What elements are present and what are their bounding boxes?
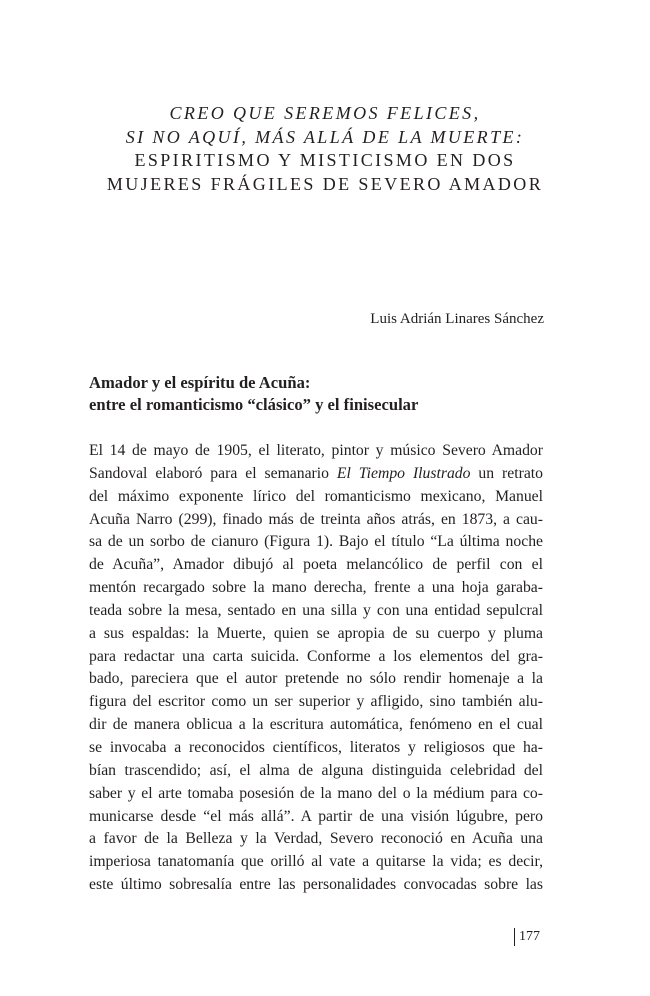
section-heading-line-1: Amador y el espíritu de Acuña: bbox=[89, 373, 311, 392]
body-line: saber y el arte tomaba posesión de la mano del o la médium para co- bbox=[89, 784, 543, 802]
body-line: del máximo exponente lírico del romanticismo mexicano, Manuel bbox=[89, 487, 543, 505]
chapter-title bbox=[0, 102, 650, 196]
body-line: bado, pareciera que el autor pretende no sólo rendir homenaje a la bbox=[89, 670, 543, 688]
page-number: 177 bbox=[514, 928, 540, 946]
title-line-3: ESPIRITISMO Y MISTICISMO EN DOS bbox=[134, 150, 516, 170]
body-line: El 14 de mayo de 1905, el literato, pintor y músico Severo Amador bbox=[89, 442, 543, 459]
section-heading-line-2: entre el romanticismo “clásico” y el finisecular bbox=[89, 395, 419, 414]
body-paragraph bbox=[89, 440, 543, 897]
body-line: de Acuña”, Amador dibujó al poeta melancólico de perfil con el bbox=[89, 556, 543, 574]
body-line: Acuña Narro (299), finado más de treinta años atrás, en 1873, a cau- bbox=[89, 510, 543, 528]
body-line: Sandoval elaboró para el semanario El Tiempo Ilustrado un retrato bbox=[89, 464, 543, 482]
body-line: bían trascendido; así, el alma de alguna distinguida celebridad del bbox=[89, 761, 543, 779]
title-line-1: CREO QUE SEREMOS FELICES, bbox=[169, 103, 481, 123]
body-line: mentón recargado sobre la mano derecha, frente a una hoja garaba- bbox=[89, 579, 543, 597]
body-line: este último sobresalía entre las personalidades convocadas sobre las bbox=[89, 876, 543, 894]
body-line: figura del escritor como un ser superior y afligido, sino también alu- bbox=[89, 693, 543, 711]
body-line: se invocaba a reconocidos científicos, literatos y religiosos que ha- bbox=[89, 738, 543, 756]
title-line-2: SI NO AQUÍ, MÁS ALLÁ DE LA MUERTE: bbox=[125, 126, 525, 147]
section-heading bbox=[89, 372, 569, 416]
body-line: imperiosa tanatomanía que orilló al vate a quitarse la vida; es decir, bbox=[89, 853, 543, 871]
italic-title: El Tiempo Ilustrado bbox=[336, 464, 471, 482]
body-line: para redactar una carta suicida. Conforme a los elementos del gra- bbox=[89, 647, 543, 665]
body-line: a sus espaldas: la Muerte, quien se apropia de su cuerpo y pluma bbox=[89, 624, 543, 642]
body-line: sa de un sorbo de cianuro (Figura 1). Bajo el título “La última noche bbox=[89, 533, 543, 551]
body-line: a favor de la Belleza y la Verdad, Severo reconoció en Acuña una bbox=[89, 830, 543, 848]
author-name: Luis Adrián Linares Sánchez bbox=[370, 311, 544, 327]
body-line: municarse desde “el más allá”. A partir de una visión lúgubre, pero bbox=[89, 807, 543, 825]
body-line: teada sobre la mesa, sentado en una silla y con una entidad sepulcral bbox=[89, 601, 543, 619]
title-line-4: MUJERES FRÁGILES DE SEVERO AMADOR bbox=[106, 173, 544, 194]
body-line: dir de manera oblicua a la escritura automática, fenómeno en el cual bbox=[89, 716, 543, 734]
